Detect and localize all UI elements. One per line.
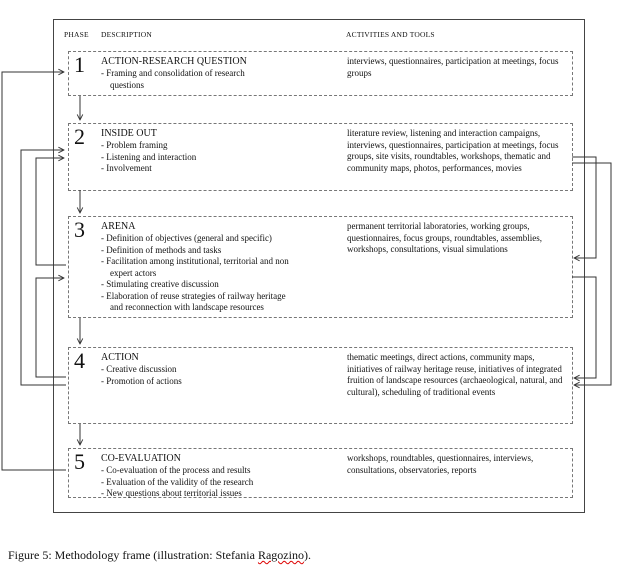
phase-3-item: - Definition of methods and tasks [101, 244, 222, 255]
header-activities: ACTIVITIES AND TOOLS [346, 30, 435, 39]
phase-5-description [101, 465, 341, 500]
phase-3-tools: permanent territorial laboratories, working groups, questionnaires, focus groups, roundtables, assemblies, workshops, consultations, visual simulations [347, 221, 542, 254]
phase-2-item: - Problem framing [101, 140, 168, 150]
phase-1-item: - Framing and consolidation of research [101, 68, 245, 78]
phase-3-box [68, 216, 573, 318]
phase-1-title: ACTION-RESEARCH QUESTION [101, 56, 247, 67]
phase-5-item: - Evaluation of the validity of the research [101, 476, 254, 487]
caption-end: ). [303, 548, 311, 562]
phase-4-item: - Creative discussion [101, 364, 177, 374]
phase-3-title: ARENA [101, 221, 136, 232]
phase-4-box [68, 347, 573, 424]
phase-5-item: - Co-evaluation of the process and results [101, 465, 251, 475]
phase-2-item: - Listening and interaction [101, 151, 197, 162]
phase-2-title: INSIDE OUT [101, 128, 157, 139]
phase-3-description [101, 233, 341, 314]
phase-5-item: - New questions about territorial issues [101, 488, 242, 498]
phase-2-description [101, 140, 341, 175]
phase-2-box [68, 123, 573, 191]
phase-4-title: ACTION [101, 352, 139, 363]
phase-5-tools: workshops, roundtables, questionnaires, interviews, consultations, observatories, reports [347, 453, 534, 475]
phase-2-item: - Involvement [101, 163, 152, 173]
phase-3-item: expert actors [110, 267, 157, 278]
caption-text: Figure 5: Methodology frame (illustration: Stefania [8, 548, 258, 562]
phase-1-box [68, 51, 573, 96]
phase-3-item: - Stimulating creative discussion [101, 279, 219, 289]
phase-3-item: - Definition of objectives (general and specific) [101, 233, 272, 243]
figure-caption [8, 548, 311, 563]
phase-4-description [101, 364, 341, 387]
caption-author-surname: Ragozino [257, 548, 304, 562]
phase-3-item: and reconnection with landscape resources [110, 302, 264, 312]
phase-4-number: 4 [74, 348, 85, 373]
phase-3-item: - Facilitation among institutional, territorial and non [101, 256, 289, 266]
phase-2-number: 2 [74, 124, 85, 149]
phase-1-description [101, 68, 341, 91]
phase-1-tools: interviews, questionnaires, participation at meetings, focus groups [347, 56, 559, 78]
header-phase: PHASE [64, 30, 89, 39]
phase-5-number: 5 [74, 449, 85, 474]
phase-2-tools: literature review, listening and interaction campaigns, interviews, questionnaires, participation at meetings, focus groups, site visits, roundtables, workshops, thematic and community maps, photos, performances, movies [347, 128, 559, 173]
header-description: DESCRIPTION [101, 30, 152, 39]
phase-3-item: - Elaboration of reuse strategies of railway heritage [101, 290, 286, 301]
phase-3-number: 3 [74, 217, 85, 242]
methodology-frame [53, 19, 585, 513]
phase-4-item: - Promotion of actions [101, 375, 182, 386]
phase-5-title: CO-EVALUATION [101, 453, 181, 464]
phase-1-number: 1 [74, 52, 85, 77]
phase-4-tools: thematic meetings, direct actions, community maps, initiatives of railway heritage reuse, initiatives of integrated fruition of landscape resources (archaeological, natural, and cultural), scheduling of traditional events [347, 352, 563, 397]
phase-1-item: questions [110, 79, 145, 90]
phase-5-box [68, 448, 573, 498]
